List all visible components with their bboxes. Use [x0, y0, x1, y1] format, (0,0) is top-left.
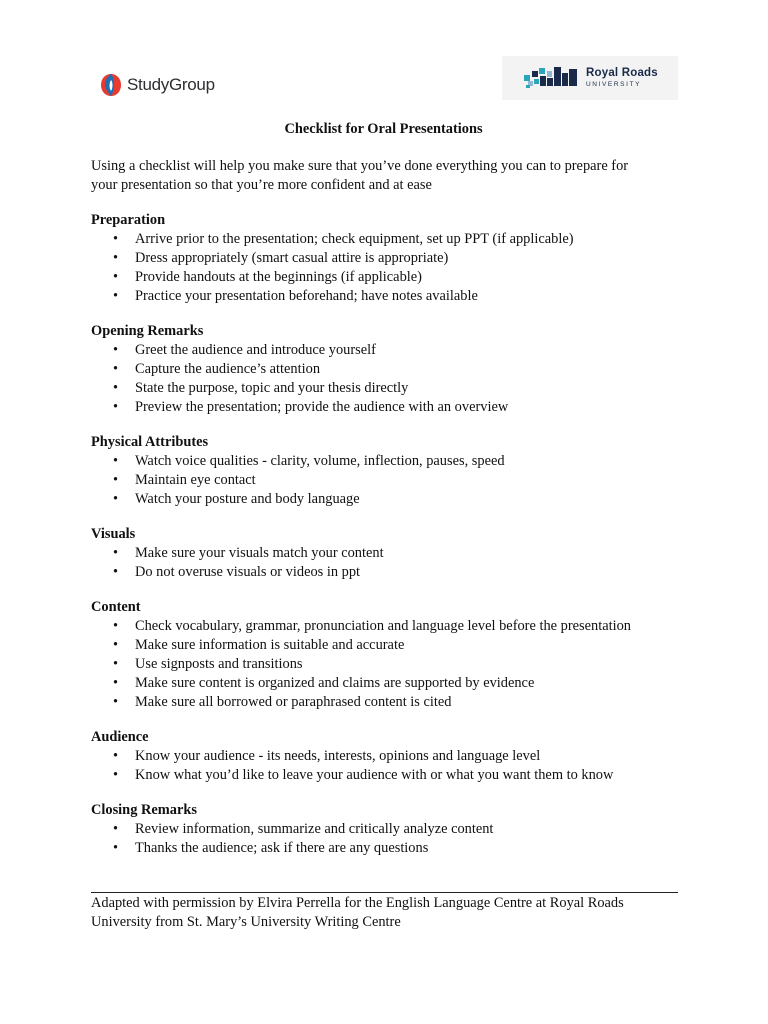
list-item — [91, 766, 691, 785]
bullet-icon: • — [113, 491, 119, 507]
list-item-text: Use signposts and transitions — [135, 656, 303, 672]
bullet-icon: • — [113, 840, 119, 856]
list-item — [91, 268, 691, 287]
checklist-items — [91, 544, 691, 582]
list-item — [91, 360, 691, 379]
footer-divider — [91, 892, 678, 893]
list-item-text: Make sure your visuals match your content — [135, 545, 384, 561]
bullet-icon: • — [113, 288, 119, 304]
list-item — [91, 341, 691, 360]
list-item-text: Practice your presentation beforehand; have notes available — [135, 288, 478, 304]
studygroup-logo-text: StudyGroup — [127, 75, 215, 94]
list-item — [91, 655, 691, 674]
document-body — [91, 120, 691, 874]
list-item-text: Make sure all borrowed or paraphrased content is cited — [135, 694, 452, 710]
section-heading: Preparation — [91, 212, 166, 228]
bullet-icon: • — [113, 748, 119, 764]
list-item — [91, 617, 691, 636]
checklist-section — [91, 598, 691, 712]
checklist-section — [91, 433, 691, 509]
list-item — [91, 544, 691, 563]
list-item-text: Arrive prior to the presentation; check equipment, set up PPT (if applicable) — [135, 231, 574, 247]
bullet-icon: • — [113, 472, 119, 488]
checklist-items — [91, 341, 691, 417]
royal-roads-subtitle: UNIVERSITY — [586, 80, 642, 88]
list-item-text: Watch voice qualities - clarity, volume, inflection, pauses, speed — [135, 453, 505, 469]
list-item — [91, 287, 691, 306]
list-item-text: Thanks the audience; ask if there are any questions — [135, 840, 429, 856]
checklist-items — [91, 617, 691, 712]
checklist-items — [91, 747, 691, 785]
list-item — [91, 693, 691, 712]
checklist-items — [91, 452, 691, 509]
list-item-text: State the purpose, topic and your thesis directly — [135, 380, 409, 396]
bullet-icon: • — [113, 694, 119, 710]
checklist-items — [91, 820, 691, 858]
bullet-icon: • — [113, 453, 119, 469]
list-item-text: Provide handouts at the beginnings (if applicable) — [135, 269, 422, 285]
list-item-text: Do not overuse visuals or videos in ppt — [135, 564, 361, 580]
bullet-icon: • — [113, 637, 119, 653]
royal-roads-wordmark — [586, 68, 658, 88]
list-item-text: Preview the presentation; provide the audience with an overview — [135, 399, 509, 415]
list-item-text: Know what you’d like to leave your audience with or what you want them to know — [135, 767, 614, 783]
bullet-icon: • — [113, 545, 119, 561]
list-item-text: Greet the audience and introduce yourself — [135, 342, 376, 358]
footer-attribution — [91, 894, 691, 932]
intro-line: your presentation so that you’re more confident and at ease — [91, 177, 432, 193]
bullet-icon: • — [113, 618, 119, 634]
list-item-text: Make sure information is suitable and accurate — [135, 637, 405, 653]
list-item — [91, 839, 691, 858]
checklist-section — [91, 525, 691, 582]
list-item — [91, 230, 691, 249]
studygroup-mark-icon — [100, 72, 122, 98]
footer-line: University from St. Mary’s University Writing Centre — [91, 914, 401, 930]
list-item — [91, 471, 691, 490]
bullet-icon: • — [113, 269, 119, 285]
list-item-text: Maintain eye contact — [135, 472, 256, 488]
bullet-icon: • — [113, 250, 119, 266]
bullet-icon: • — [113, 361, 119, 377]
checklist-section — [91, 801, 691, 858]
royal-roads-name: Royal Roads — [586, 67, 658, 79]
bullet-icon: • — [113, 821, 119, 837]
list-item — [91, 249, 691, 268]
section-heading: Audience — [91, 729, 149, 745]
list-item — [91, 379, 691, 398]
list-item — [91, 820, 691, 839]
document-title: Checklist for Oral Presentations — [284, 121, 483, 137]
list-item — [91, 398, 691, 417]
checklist-items — [91, 230, 691, 306]
list-item — [91, 563, 691, 582]
bullet-icon: • — [113, 564, 119, 580]
royal-roads-logo — [502, 56, 678, 100]
list-item-text: Know your audience - its needs, interests, opinions and language level — [135, 748, 541, 764]
bullet-icon: • — [113, 399, 119, 415]
checklist-section — [91, 211, 691, 306]
list-item-text: Capture the audience’s attention — [135, 361, 321, 377]
section-heading: Closing Remarks — [91, 802, 197, 818]
bullet-icon: • — [113, 675, 119, 691]
checklist-section — [91, 728, 691, 785]
list-item-text: Make sure content is organized and claims are supported by evidence — [135, 675, 535, 691]
list-item — [91, 490, 691, 509]
list-item — [91, 747, 691, 766]
list-item-text: Check vocabulary, grammar, pronunciation and language level before the presentation — [135, 618, 631, 634]
intro-paragraph — [91, 157, 691, 195]
intro-line: Using a checklist will help you make sure that you’ve done everything you can to prepare for — [91, 158, 629, 174]
section-heading: Physical Attributes — [91, 434, 209, 450]
list-item-text: Review information, summarize and critically analyze content — [135, 821, 494, 837]
footer-line: Adapted with permission by Elvira Perrella for the English Language Centre at Royal Roads — [91, 895, 624, 911]
bullet-icon: • — [113, 767, 119, 783]
list-item-text: Watch your posture and body language — [135, 491, 360, 507]
checklist-sections — [91, 211, 691, 858]
list-item-text: Dress appropriately (smart casual attire is appropriate) — [135, 250, 449, 266]
royal-roads-mark-icon — [524, 65, 580, 91]
bullet-icon: • — [113, 656, 119, 672]
bullet-icon: • — [113, 342, 119, 358]
list-item — [91, 452, 691, 471]
section-heading: Content — [91, 599, 141, 615]
section-heading: Visuals — [91, 526, 136, 542]
checklist-section — [91, 322, 691, 417]
bullet-icon: • — [113, 380, 119, 396]
section-heading: Opening Remarks — [91, 323, 204, 339]
list-item — [91, 636, 691, 655]
list-item — [91, 674, 691, 693]
studygroup-logo — [100, 72, 215, 98]
bullet-icon: • — [113, 231, 119, 247]
